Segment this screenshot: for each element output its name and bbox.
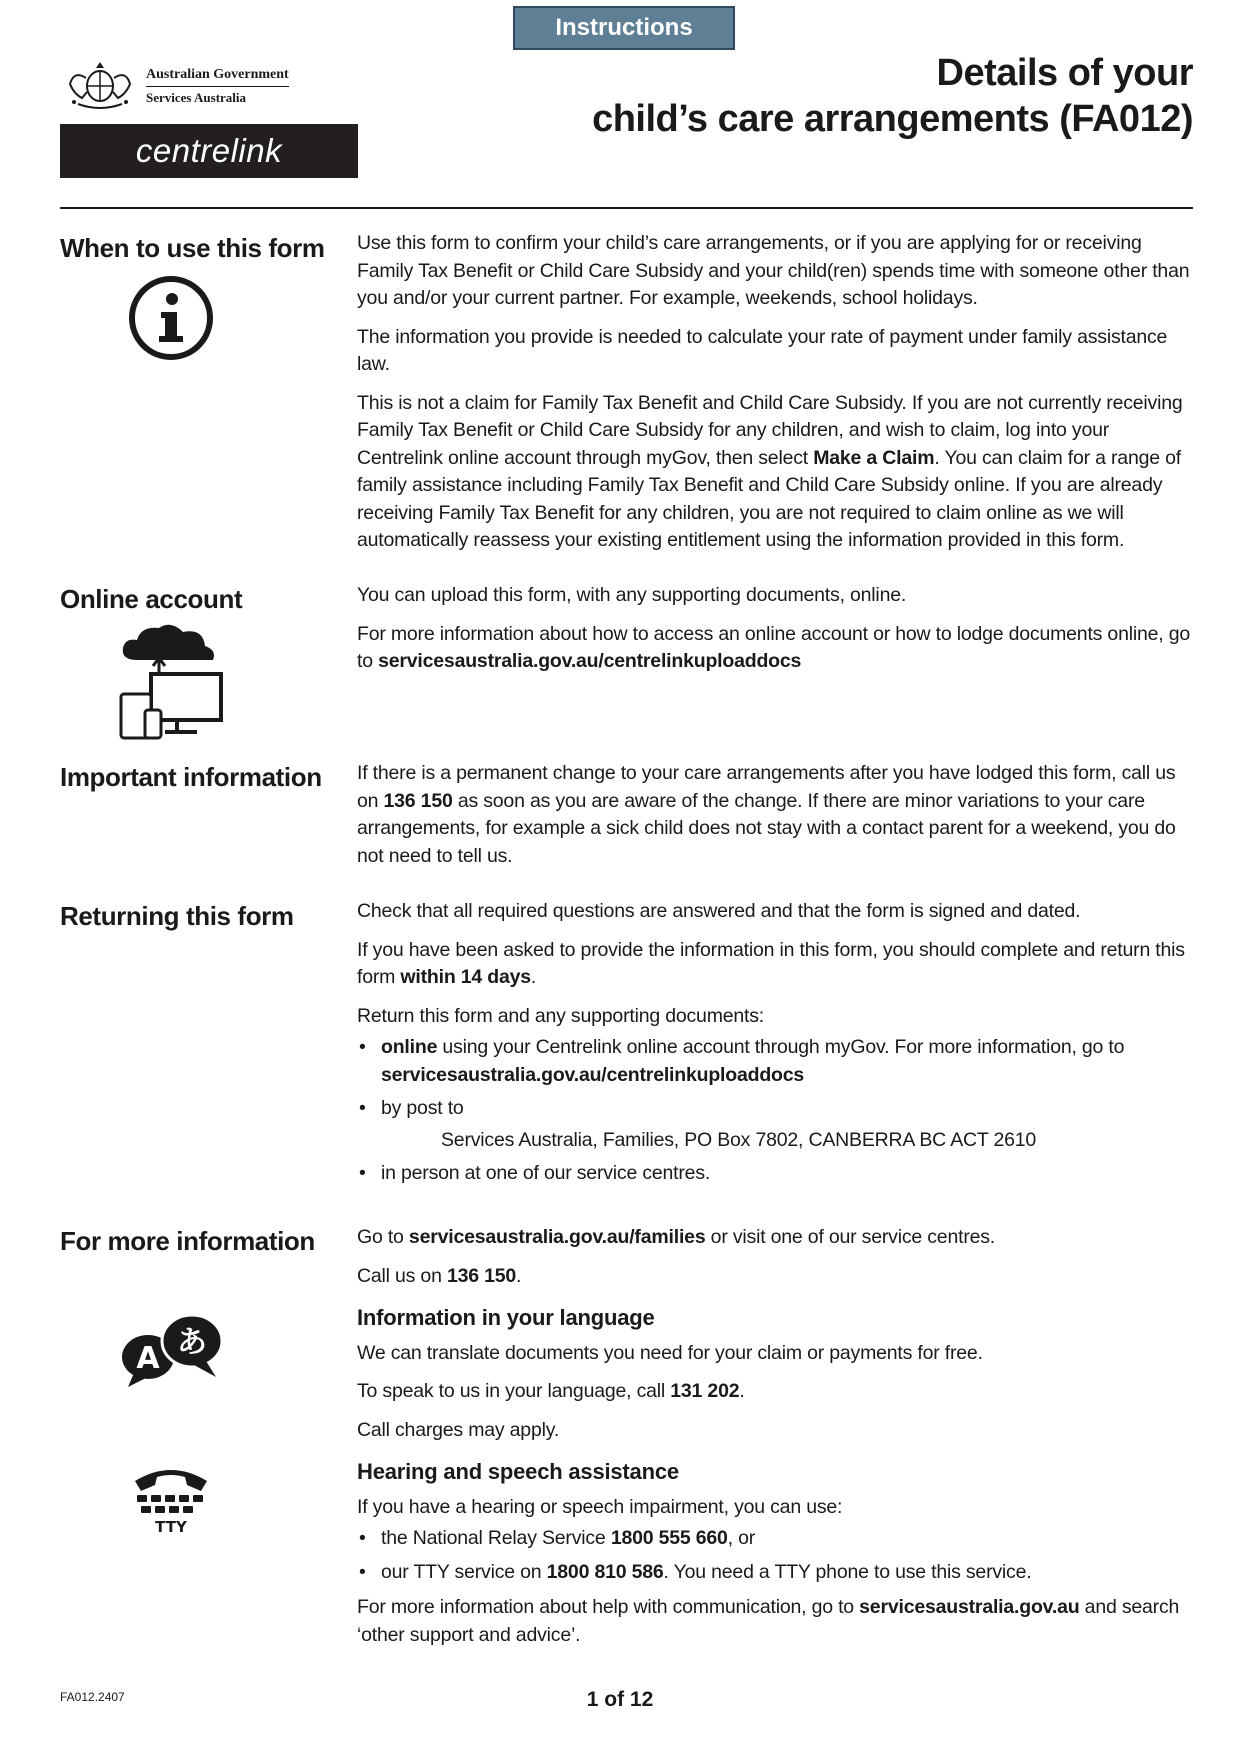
list-item: • our TTY service on 1800 810 586. You need a TTY phone to use this service. [357, 1559, 1193, 1587]
upload-docs-link[interactable]: servicesaustralia.gov.au/centrelinkuploaddocs [378, 650, 802, 672]
coat-of-arms-icon [60, 58, 140, 114]
list-item: • by post to Services Australia, Families, PO Box 7802, CANBERRA BC ACT 2610 [357, 1095, 1193, 1154]
lang-glyph-b: あ [177, 1325, 207, 1360]
lang-glyph-a: A [136, 1341, 160, 1376]
lang-p2: To speak to us in your language, call 131 202. [357, 1380, 745, 1402]
more-p1: Go to servicesaustralia.gov.au/families or visit one of our service centres. [357, 1226, 996, 1248]
important-info-body [357, 760, 1193, 881]
lang-p3: Call charges may apply. [357, 1418, 560, 1441]
when-p3: This is not a claim for Family Tax Benefit and Child Care Subsidy. If you are not currently receiving Family Tax Benefit or Child Care Subsidy for any children, and wish to claim, log into your Centrelink online account through myGov, then select Make a Claim. You can claim for a range of family assistance including Family Tax Benefit and Child Care Subsidy online. If you are already receiving Family Tax Benefit for any children, you are not required to claim online as we will automatically reassess your existing entitlement using the information provided in this form. [357, 391, 1183, 551]
returning-form-heading: Returning this form [60, 901, 294, 931]
phone-136150: 136 150 [383, 789, 453, 812]
form-code: (FA012) [1059, 98, 1193, 140]
online-account-heading: Online account [60, 584, 243, 614]
hear-p1: If you have a hearing or speech impairment, you can use: [357, 1495, 843, 1518]
cloud-devices-icon [117, 622, 227, 742]
postal-address: Services Australia, Families, PO Box 7802, CANBERRA BC ACT 2610 [441, 1128, 1037, 1151]
info-icon [127, 274, 215, 362]
government-logo [60, 56, 358, 116]
important-p1: If there is a permanent change to your care arrangements after you have lodged this form, call us on 136 150 as soon as you are aware of the change. If there are minor variations to your care arrangements, for example a sick child does not stay with a contact parent for a weekend, you do not need to tell us. [357, 762, 1176, 867]
make-a-claim-text: Make a Claim [813, 446, 935, 469]
more-info-heading: For more information [60, 1226, 315, 1256]
title-line-1: Details of your [936, 52, 1193, 94]
tty-label: TTY [155, 1518, 187, 1535]
upload-docs-link-2[interactable]: servicesaustralia.gov.au/centrelinkuploaddocs [381, 1063, 805, 1086]
tty-icon [131, 1463, 211, 1535]
header-divider [60, 207, 1193, 209]
families-link[interactable]: servicesaustralia.gov.au/families [408, 1226, 706, 1248]
language-icon [118, 1311, 226, 1391]
list-item: • online using your Centrelink online account through myGov. For more information, go to servicesaustralia.gov.au/centrelinkuploaddocs [357, 1034, 1193, 1089]
lang-p1: We can translate documents you need for your claim or payments for free. [357, 1341, 983, 1364]
page-number: 1 of 12 [586, 1688, 654, 1711]
returning-p3: Return this form and any supporting documents: [357, 1004, 765, 1027]
more-p2: Call us on 136 150. [357, 1264, 522, 1287]
more-info-body [357, 1224, 1193, 1660]
important-info-heading: Important information [60, 762, 322, 792]
online-p1: You can upload this form, with any supporting documents, online. [357, 584, 907, 606]
when-to-use-body [357, 230, 1193, 566]
form-version-code: FA012.2407 [60, 1690, 125, 1704]
returning-p1: Check that all required questions are answered and that the form is signed and dated. [357, 900, 1081, 922]
online-p2: For more information about how to access an online account or how to lodge documents online, go to servicesaustralia.gov.au/centrelinkuploaddocs [357, 622, 1191, 672]
hearing-options-list [357, 1525, 1193, 1586]
list-item: • in person at one of our service centres. [357, 1160, 1193, 1188]
when-p2: The information you provide is needed to calculate your rate of payment under family assistance law. [357, 325, 1168, 375]
when-to-use-heading: When to use this form [60, 233, 325, 263]
hear-p2: For more information about help with communication, go to servicesaustralia.gov.au and search ‘other support and advice’. [357, 1596, 1180, 1646]
when-p1: Use this form to confirm your child’s care arrangements, or if you are applying for or receiving Family Tax Benefit or Child Care Subsidy and your child(ren) spends time with someone other than you and/or your current partner. For example, weekends, school holidays. [357, 232, 1190, 309]
returning-p2: If you have been asked to provide the information in this form, you should complete and return this form within 14 days. [357, 938, 1185, 988]
centrelink-logo: centrelink [60, 124, 358, 178]
page-title [592, 50, 1193, 142]
title-line-2: child’s care arrangements [592, 98, 1050, 140]
online-account-body [357, 582, 1193, 687]
instructions-tab[interactable]: Instructions [513, 6, 735, 50]
list-item: • the National Relay Service 1800 555 660, or [357, 1525, 1193, 1553]
gov-line-1: Australian Government [146, 67, 289, 87]
logo-block [60, 56, 358, 178]
return-methods-list [357, 1034, 1193, 1188]
services-link[interactable]: servicesaustralia.gov.au [859, 1596, 1080, 1618]
returning-form-body [357, 898, 1193, 1196]
hearing-subheading: Hearing and speech assistance [357, 1459, 679, 1484]
gov-line-2: Services Australia [146, 89, 247, 105]
language-subheading: Information in your language [357, 1305, 655, 1330]
